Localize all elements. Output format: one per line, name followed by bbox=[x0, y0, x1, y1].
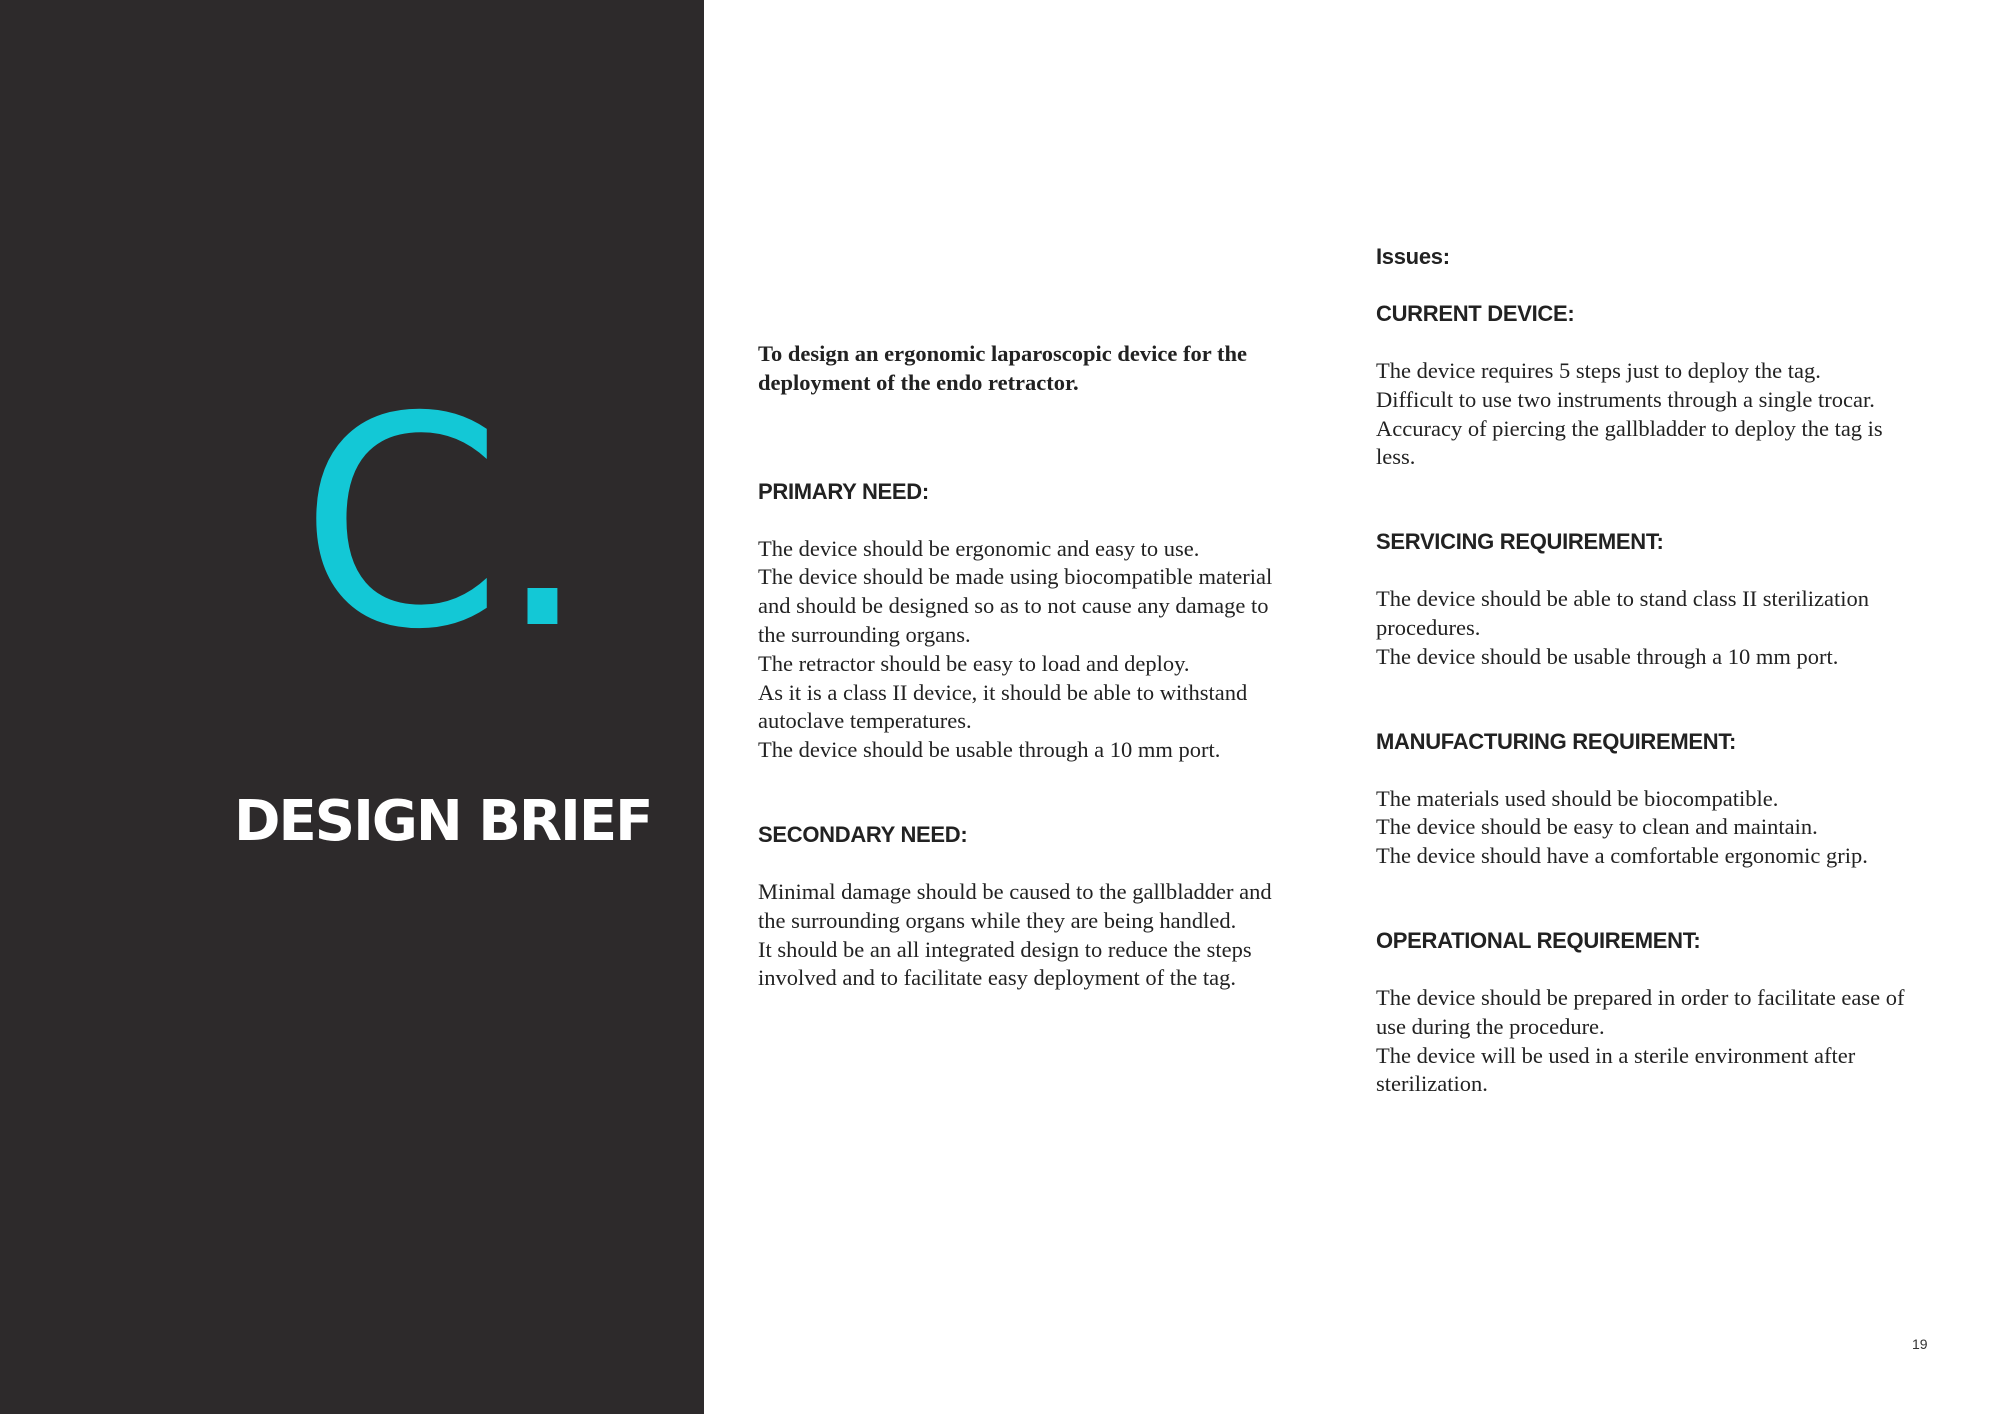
primary-need-line: and should be designed so as to not cause any damage to bbox=[758, 593, 1269, 619]
primary-need-line: the surrounding organs. bbox=[758, 621, 971, 647]
current-device-text bbox=[1376, 357, 1956, 472]
primary-need-line: The device should be ergonomic and easy to use. bbox=[758, 535, 1200, 561]
primary-need-text bbox=[758, 535, 1318, 765]
current-device-line: The device requires 5 steps just to deploy the tag. bbox=[1376, 358, 1821, 383]
chapter-letter: C. bbox=[300, 356, 583, 693]
operational-requirement-text bbox=[1376, 984, 1956, 1099]
primary-need-line: The retractor should be easy to load and deploy. bbox=[758, 650, 1190, 676]
current-device-line: less. bbox=[1376, 444, 1416, 470]
page-number: 19 bbox=[1912, 1336, 1928, 1352]
objective-statement bbox=[758, 340, 1318, 398]
servicing-requirement-line: procedures. bbox=[1376, 614, 1481, 640]
primary-need-line: The device should be made using biocompatible material bbox=[758, 564, 1273, 590]
manufacturing-requirement-line: The device should be easy to clean and maintain. bbox=[1376, 814, 1818, 840]
manufacturing-requirement-line: The device should have a comfortable ergonomic grip. bbox=[1376, 843, 1868, 869]
secondary-need-line: the surrounding organs while they are being handled. bbox=[758, 907, 1237, 933]
operational-requirement-heading: OPERATIONAL REQUIREMENT: bbox=[1376, 927, 1701, 953]
primary-need-line: As it is a class II device, it should be able to withstand bbox=[758, 679, 1248, 705]
secondary-need-line: Minimal damage should be caused to the gallbladder and bbox=[758, 878, 1272, 904]
servicing-requirement-line: The device should be able to stand class II sterilization bbox=[1376, 586, 1869, 612]
servicing-requirement-line: The device should be usable through a 10 mm port. bbox=[1376, 643, 1839, 669]
chapter-title: DESIGN BRIEF bbox=[234, 789, 652, 854]
manufacturing-requirement-text bbox=[1376, 785, 1956, 871]
primary-need-line: The device should be usable through a 10 mm port. bbox=[758, 737, 1221, 763]
current-device-line: Accuracy of piercing the gallbladder to deploy the tag is bbox=[1376, 415, 1883, 441]
chapter-panel bbox=[0, 0, 704, 1414]
servicing-requirement-heading: SERVICING REQUIREMENT: bbox=[1376, 529, 1664, 555]
current-device-heading: CURRENT DEVICE: bbox=[1376, 301, 1575, 326]
operational-requirement-line: The device should be prepared in order to facilitate ease of bbox=[1376, 984, 1905, 1010]
operational-requirement-line: use during the procedure. bbox=[1376, 1013, 1605, 1039]
objective-line: deployment of the endo retractor. bbox=[758, 369, 1079, 395]
primary-need-line: autoclave temperatures. bbox=[758, 708, 972, 734]
middle-column bbox=[758, 340, 1318, 993]
secondary-need-line: involved and to facilitate easy deployment of the tag. bbox=[758, 965, 1236, 991]
secondary-need-heading: SECONDARY NEED: bbox=[758, 821, 968, 847]
issues-label: Issues: bbox=[1376, 244, 1450, 269]
operational-requirement-line: sterilization. bbox=[1376, 1071, 1488, 1097]
operational-requirement-line: The device will be used in a sterile environment after bbox=[1376, 1042, 1856, 1068]
servicing-requirement-text bbox=[1376, 585, 1956, 671]
primary-need-heading: PRIMARY NEED: bbox=[758, 478, 929, 504]
right-column bbox=[1376, 243, 1956, 1099]
objective-line: To design an ergonomic laparoscopic device for the bbox=[758, 341, 1247, 366]
manufacturing-requirement-line: The materials used should be biocompatible. bbox=[1376, 785, 1779, 811]
secondary-need-text bbox=[758, 878, 1318, 993]
manufacturing-requirement-heading: MANUFACTURING REQUIREMENT: bbox=[1376, 728, 1737, 754]
current-device-line: Difficult to use two instruments through a single trocar. bbox=[1376, 386, 1875, 412]
secondary-need-line: It should be an all integrated design to reduce the steps bbox=[758, 936, 1252, 962]
